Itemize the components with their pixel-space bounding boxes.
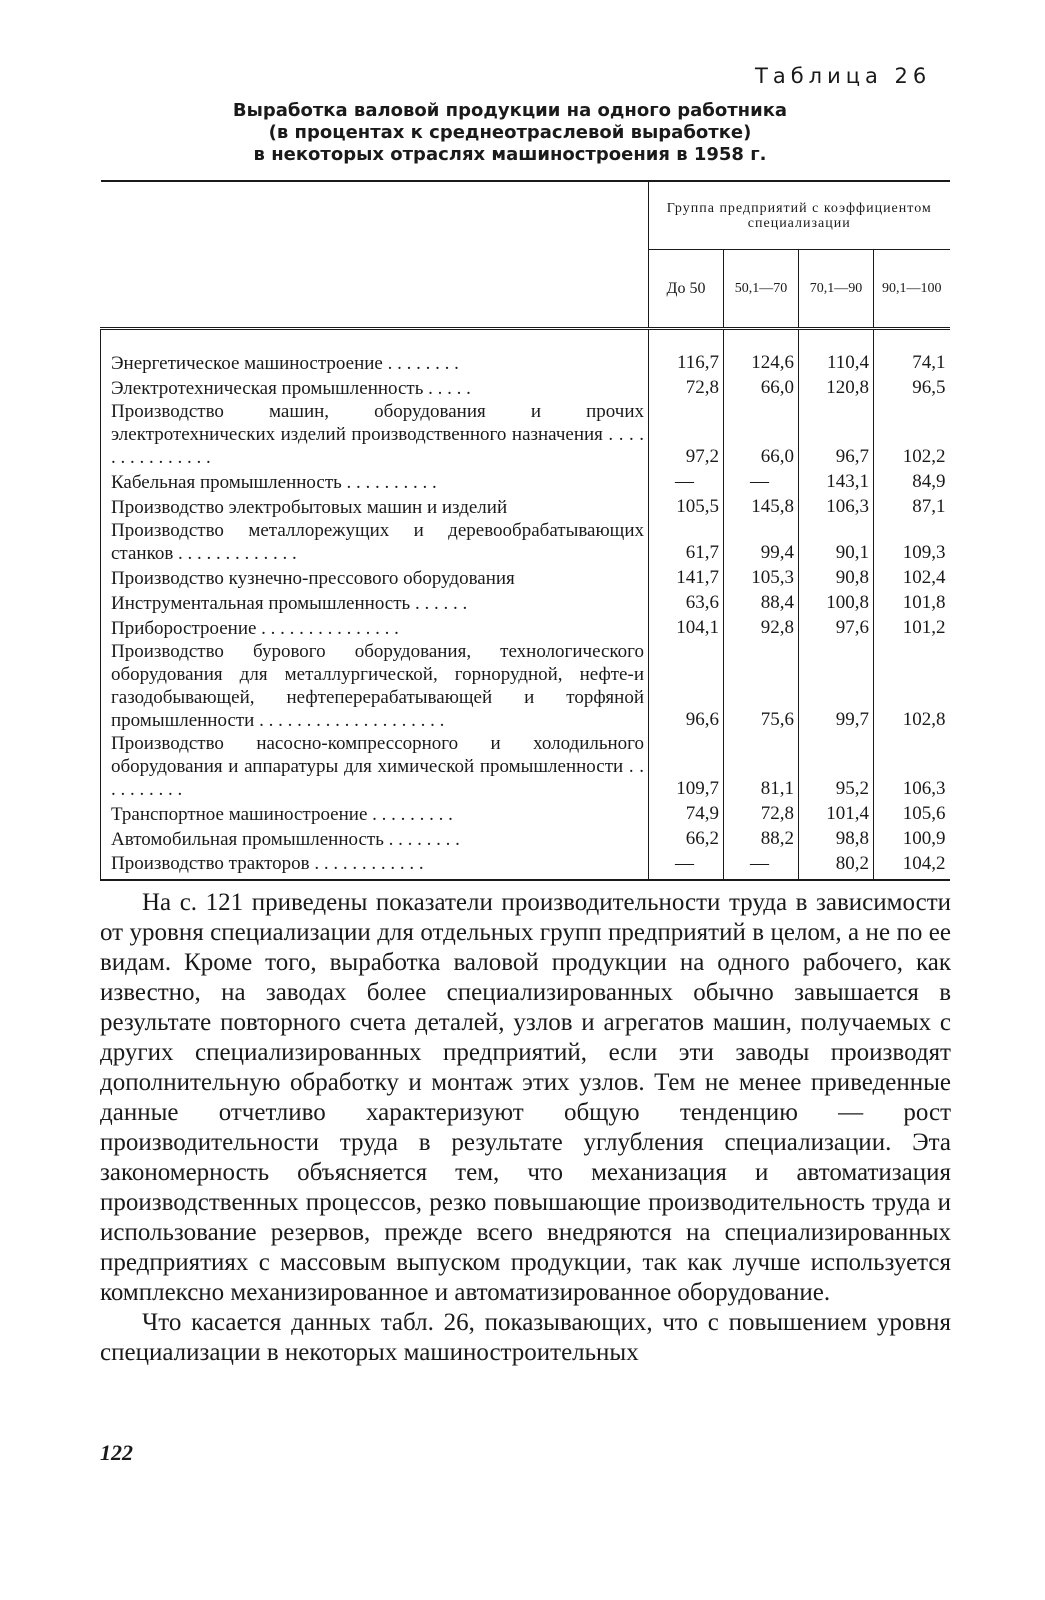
table-caption — [140, 100, 880, 166]
value-cell: 116,7 — [649, 350, 724, 375]
value-cell: 102,4 — [874, 565, 950, 590]
caption-line: (в процентах к среднеотраслевой выработке) — [268, 122, 752, 143]
row-label: Кабельная промышленность . . . . . . . . . . — [101, 469, 649, 494]
value-cell: — — [649, 469, 724, 494]
page-number: 122 — [100, 1440, 133, 1465]
value-cell: 102,2 — [874, 400, 950, 469]
value-cell: 90,1 — [799, 519, 874, 565]
value-cell: 63,6 — [649, 590, 724, 615]
value-cell: 95,2 — [799, 732, 874, 801]
value-cell: 102,8 — [874, 640, 950, 732]
row-label: Производство насосно-компрессорного и холодильного оборудования и аппаратуры для химической промышленности . . . . . . . . . . — [101, 732, 649, 801]
value-cell: 99,7 — [799, 640, 874, 732]
row-label: Производство тракторов . . . . . . . . . . . . — [101, 851, 649, 880]
column-header: 70,1—90 — [799, 250, 874, 329]
value-cell: 75,6 — [724, 640, 799, 732]
value-cell: 105,5 — [649, 494, 724, 519]
value-cell: 105,3 — [724, 565, 799, 590]
table-row — [101, 519, 950, 565]
value-cell: 99,4 — [724, 519, 799, 565]
value-cell: 110,4 — [799, 350, 874, 375]
value-cell: 98,8 — [799, 826, 874, 851]
value-cell: 80,2 — [799, 851, 874, 880]
value-cell: 96,6 — [649, 640, 724, 732]
value-cell: 104,2 — [874, 851, 950, 880]
value-cell: 74,1 — [874, 350, 950, 375]
value-cell: 106,3 — [799, 494, 874, 519]
value-cell: 97,2 — [649, 400, 724, 469]
value-cell: 101,4 — [799, 801, 874, 826]
value-cell: 72,8 — [649, 375, 724, 400]
value-cell: 109,3 — [874, 519, 950, 565]
caption-line: в некоторых отраслях машиностроения в 1958 г. — [253, 144, 767, 165]
value-cell: 84,9 — [874, 469, 950, 494]
value-cell: 141,7 — [649, 565, 724, 590]
row-label: Производство кузнечно-прессового оборудования — [101, 565, 649, 590]
table-row — [101, 801, 950, 826]
table-row — [101, 640, 950, 732]
table-row — [101, 350, 950, 375]
table-row — [101, 732, 950, 801]
table-row — [101, 826, 950, 851]
value-cell: 97,6 — [799, 615, 874, 640]
column-header: 90,1—100 — [874, 250, 950, 329]
header-blank-cell — [101, 181, 649, 329]
group-header: Группа предприятий с коэффициентом специализации — [649, 181, 950, 250]
table-row — [101, 565, 950, 590]
value-cell: 96,7 — [799, 400, 874, 469]
row-label: Энергетическое машиностроение . . . . . . . . — [101, 350, 649, 375]
caption-line: Выработка валовой продукции на одного работника — [232, 100, 788, 121]
value-cell: 106,3 — [874, 732, 950, 801]
value-cell: 104,1 — [649, 615, 724, 640]
table-row — [101, 375, 950, 400]
value-cell: 124,6 — [724, 350, 799, 375]
table-row — [101, 851, 950, 880]
row-label: Электротехническая промышленность . . . . . — [101, 375, 649, 400]
value-cell: 109,7 — [649, 732, 724, 801]
table-row — [101, 590, 950, 615]
value-cell: 81,1 — [724, 732, 799, 801]
value-cell: 66,0 — [724, 400, 799, 469]
paragraph: На с. 121 приведены показатели производительности труда в зависимости от уровня специализации для отдельных групп предприятий в целом, а не по ее видам. Кроме того, выработка валовой продукции на одного рабочего, как известно, на заводах более специализированных обычно завышается в результате повторного счета деталей, узлов и агрегатов машин, получаемых с других специализированных предприятий, если эти заводы производят дополнительную обработку и монтаж этих узлов. Тем не менее приведенные данные отчетливо характеризуют общую тенденцию — рост производительности труда в результате углубления специализации. Эта закономерность объясняется тем, что механизация и автоматизация производственных процессов, резко повышающие производительность труда и использование резервов, прежде всего внедряются на специализированных предприятиях с массовым выпуском продукции, так как лучше используется комплексно механизированное и автоматизированное оборудование. — [100, 889, 951, 1306]
row-label: Производство металлорежущих и деревообрабатывающих станков . . . . . . . . . . . . . — [101, 519, 649, 565]
value-cell: 92,8 — [724, 615, 799, 640]
row-label: Транспортное машиностроение . . . . . . . . . — [101, 801, 649, 826]
value-cell: 100,8 — [799, 590, 874, 615]
value-cell: 96,5 — [874, 375, 950, 400]
value-cell: 101,2 — [874, 615, 950, 640]
table-label: Таблица 26 — [755, 64, 932, 88]
column-header: До 50 — [649, 250, 724, 329]
table-row — [101, 469, 950, 494]
value-cell: 66,0 — [724, 375, 799, 400]
column-header: 50,1—70 — [724, 250, 799, 329]
table-body — [101, 329, 950, 881]
table-row — [101, 494, 950, 519]
table-row — [101, 400, 950, 469]
value-cell: 88,2 — [724, 826, 799, 851]
value-cell: 120,8 — [799, 375, 874, 400]
value-cell: 72,8 — [724, 801, 799, 826]
row-label: Автомобильная промышленность . . . . . . . . — [101, 826, 649, 851]
body-text — [100, 888, 951, 1368]
productivity-table — [100, 180, 950, 881]
row-label: Производство машин, оборудования и прочих электротехнических изделий производственного назначения . . . . . . . . . . . . . . . — [101, 400, 649, 469]
value-cell: 61,7 — [649, 519, 724, 565]
row-label: Приборостроение . . . . . . . . . . . . . . . — [101, 615, 649, 640]
value-cell: — — [724, 851, 799, 880]
value-cell: 100,9 — [874, 826, 950, 851]
row-label: Инструментальная промышленность . . . . . . — [101, 590, 649, 615]
value-cell: — — [724, 469, 799, 494]
value-cell: 143,1 — [799, 469, 874, 494]
value-cell: 74,9 — [649, 801, 724, 826]
value-cell: 66,2 — [649, 826, 724, 851]
value-cell: 101,8 — [874, 590, 950, 615]
paragraph: Что касается данных табл. 26, показывающих, что с повышением уровня специализации в некоторых машиностроительных — [100, 1309, 951, 1366]
value-cell: 90,8 — [799, 565, 874, 590]
table-row — [101, 615, 950, 640]
value-cell: — — [649, 851, 724, 880]
row-label: Производство бурового оборудования, технологического оборудования для металлургической, горнорудной, нефте-и газодобывающей, нефтеперерабатывающей и торфяной промышленности . . . . . . . . . . . . . . . . . . . . — [101, 640, 649, 732]
value-cell: 105,6 — [874, 801, 950, 826]
value-cell: 87,1 — [874, 494, 950, 519]
value-cell: 145,8 — [724, 494, 799, 519]
row-label: Производство электробытовых машин и изделий — [101, 494, 649, 519]
value-cell: 88,4 — [724, 590, 799, 615]
